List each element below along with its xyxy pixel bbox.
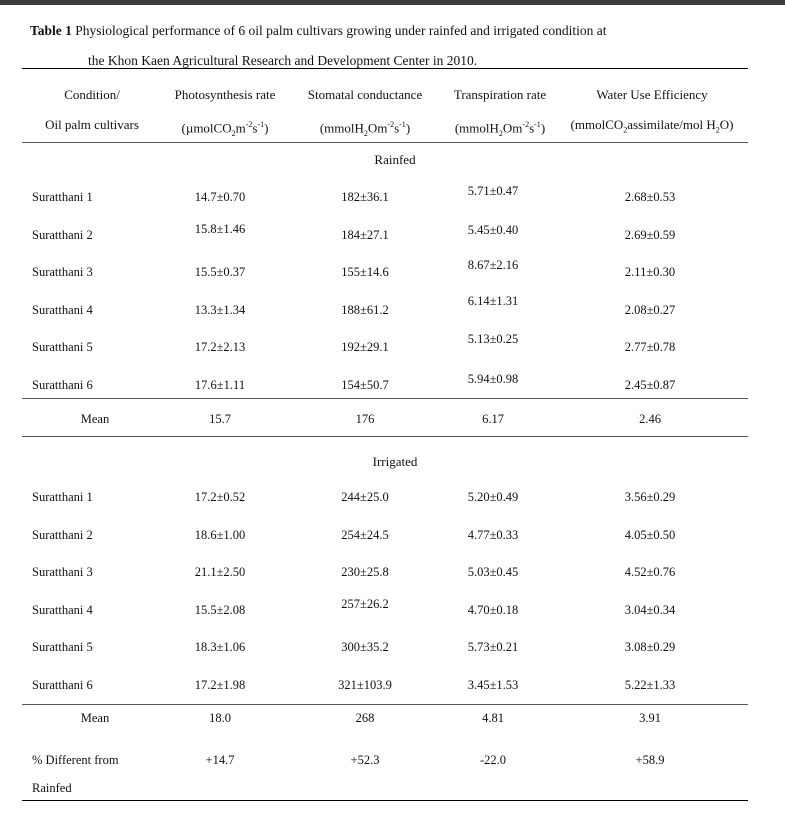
table-cell: 6.14±1.31 [467,293,519,308]
table-cell: 5.13±0.25 [467,332,519,346]
header-wue: Water Use Efficiency (mmolCO$_2$assimilate/mol $H_2O$) [570,87,734,135]
table-cell: 230±25.8 [341,565,389,579]
table-row-label: Suratthani 6 [32,677,93,692]
section-irrigated: Irrigated [372,454,418,469]
table-cell: 4.52±0.76 [624,565,676,579]
table-cell: 14.7±0.70 [194,190,246,204]
table-cell: 15.5±2.08 [194,602,246,617]
table-cell: 17.2±2.13 [194,340,246,354]
bottom-rule [22,800,748,801]
irrigated-mean-sc: 268 [355,711,375,725]
caption-line1: Physiological performance of 6 oil palm cultivars growing under rainfed and irrigated condition at [75,23,607,38]
table-cell: 4.05±0.50 [624,527,676,542]
table-cell: 2.69±0.59 [624,227,676,242]
rainfed-mean-sc: 176 [355,412,375,426]
irrigated-mean-rule [22,704,748,705]
header-transpiration: Transpiration rate $(mmolH_2Om^{-2}s^{-1})$ [453,87,547,138]
caption-line2: the Khon Kaen Agricultural Research and Development Center in 2010. [88,53,478,68]
table-cell: 15.5±0.37 [194,265,246,279]
diff-sc: +52.3 [350,753,380,767]
table-cell: 3.45±1.53 [467,677,519,692]
table-cell: 3.56±0.29 [624,490,676,504]
table-row-label: Suratthani 1 [32,490,93,504]
irrigated-mean-tr: 4.81 [482,711,504,725]
irrigated-mean-ps: 18.0 [209,711,231,725]
table-row-label: Suratthani 6 [32,377,93,392]
header-photosynthesis: Photosynthesis rate $(\mu molCO_2m^{-2}s^{-1})$ [174,87,276,138]
table-cell: 192±29.1 [341,340,389,354]
table-cell: 5.03±0.45 [467,565,519,579]
table-cell: 18.6±1.00 [194,527,246,542]
table-cell: 3.04±0.34 [624,602,676,617]
table-cell: 17.2±1.98 [194,677,246,692]
table-cell: 15.8±1.46 [194,221,246,236]
table-cell: 8.67±2.16 [467,258,519,272]
table-cell: 154±50.7 [341,377,389,392]
rainfed-mean-rule [22,398,748,399]
header-stomatal: Stomatal conductance $(mmolH_2Om^{-2}s^{-1})$ [307,87,423,138]
table-cell: 188±61.2 [341,302,389,317]
table-cell: 17.6±1.11 [194,377,246,392]
table-row-label: Suratthani 4 [32,302,93,317]
table-cell: 5.71±0.47 [467,184,519,198]
table-row-label: Suratthani 5 [32,340,93,354]
rainfed-end-rule [22,436,748,437]
table-cell: 300±35.2 [341,640,389,654]
table-cell: 18.3±1.06 [194,640,246,654]
table-cell: 2.68±0.53 [624,190,676,204]
table-cell: 5.20±0.49 [467,490,519,504]
rainfed-mean-ps: 15.7 [209,412,231,426]
top-rule [22,68,748,69]
table-row-label: Suratthani 3 [32,265,93,279]
diff-wue: +58.9 [635,753,665,767]
table-cell: 2.08±0.27 [624,302,676,317]
table-cell: 2.45±0.87 [624,377,676,392]
table-cell: 17.2±0.52 [194,490,246,504]
table-cell: 182±36.1 [341,190,389,204]
table-caption [30,16,760,76]
caption-label: Table 1 [30,23,72,38]
diff-ps: +14.7 [205,753,235,767]
table-cell: 5.94±0.98 [467,371,519,386]
table-row-label: Suratthani 1 [32,190,93,204]
table-cell: 254±24.5 [341,527,389,542]
table-cell: 5.22±1.33 [624,677,676,692]
table-cell: 3.08±0.29 [624,640,676,654]
table-cell: 5.45±0.40 [467,222,519,237]
rainfed-mean-tr: 6.17 [482,412,504,426]
table-cell: 257±26.2 [341,596,389,611]
header-rule [22,142,748,143]
irrigated-mean-label: Mean [80,711,110,725]
irrigated-mean-wue: 3.91 [639,711,661,725]
table-cell: 2.11±0.30 [624,265,676,279]
rainfed-mean-wue: 2.46 [639,412,661,426]
table-row-label: Suratthani 4 [32,602,93,617]
table-row-label: Suratthani 2 [32,227,93,242]
rainfed-mean-label: Mean [80,412,110,426]
top-bar [0,0,785,5]
table-cell: 321±103.9 [338,677,392,692]
table-cell: 244±25.0 [341,490,389,504]
table-row-label: Suratthani 5 [32,640,93,654]
section-rainfed: Rainfed [374,152,416,167]
table-cell: 5.73±0.21 [467,640,519,654]
table-cell: 184±27.1 [341,227,389,242]
table-row-label: Suratthani 2 [32,527,93,542]
diff-label-line2: Rainfed [32,781,72,795]
table-cell: 155±14.6 [341,265,389,279]
table-cell: 2.77±0.78 [624,340,676,354]
table-cell: 13.3±1.34 [194,302,246,317]
diff-tr: -22.0 [479,753,507,767]
table-cell: 4.77±0.33 [467,527,519,542]
table-cell: 21.1±2.50 [194,565,246,579]
table-row-label: Suratthani 3 [32,565,93,579]
header-condition: Condition/ Oil palm cultivars [45,87,139,132]
diff-label-line1: % Different from [32,753,119,767]
table-cell: 4.70±0.18 [467,602,519,617]
